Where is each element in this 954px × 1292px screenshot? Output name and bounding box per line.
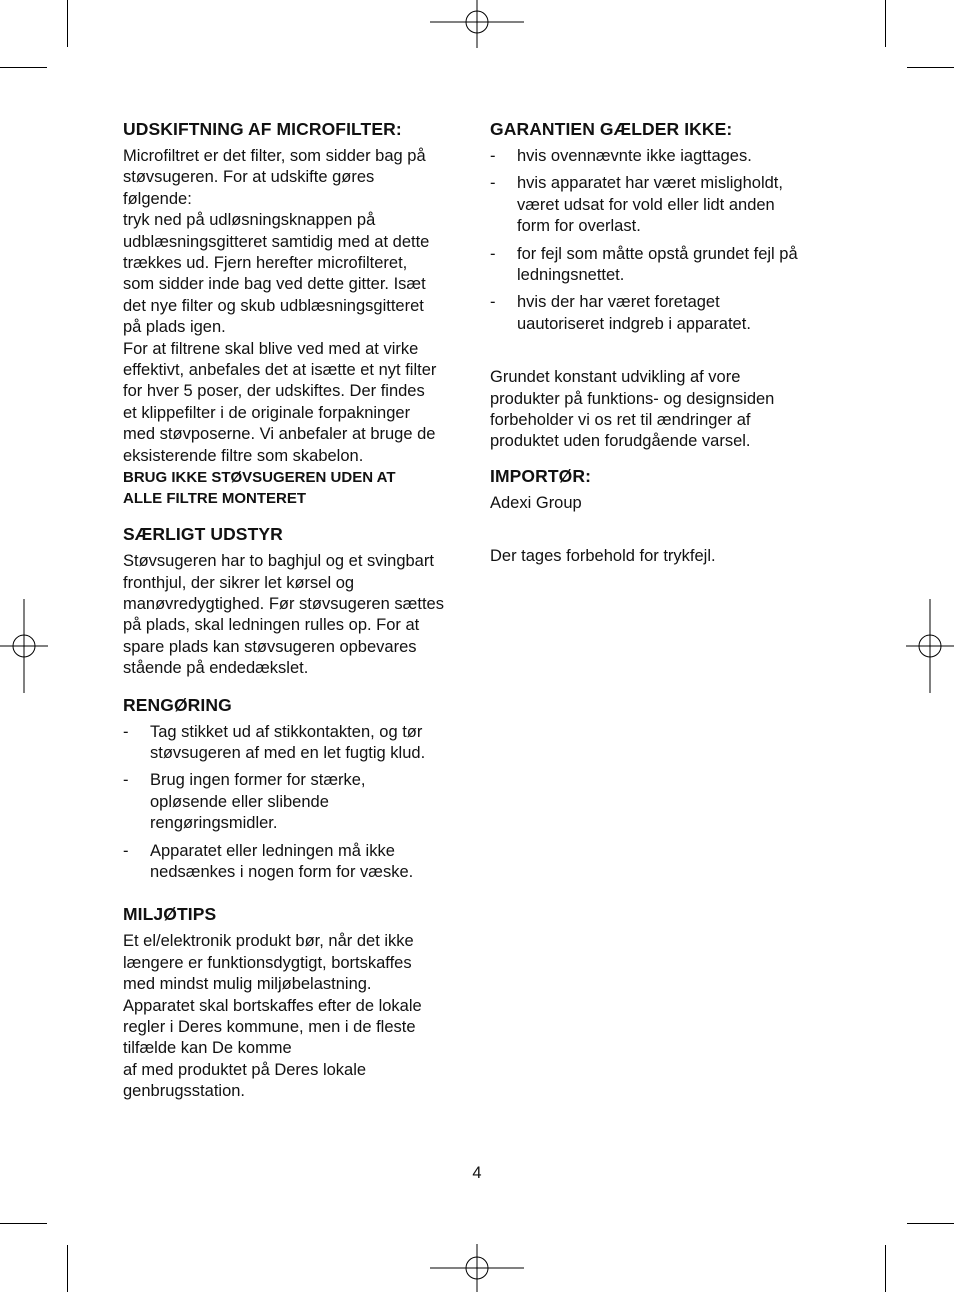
print-disclaimer: Der tages forbehold for trykfejl. bbox=[490, 547, 716, 566]
product-changes-text bbox=[490, 367, 835, 453]
dash-bullet: - bbox=[490, 174, 496, 193]
environment-section bbox=[123, 903, 468, 1102]
text-line: udblæsningsgitteret samtidig med at dette bbox=[123, 232, 430, 251]
text-line: trækkes ud. Fjern herefter microfilteret, bbox=[123, 254, 408, 273]
text-line: på plads igen. bbox=[123, 318, 226, 337]
text-line: hvis apparatet har været misligholdt, bbox=[517, 174, 783, 193]
list-item bbox=[123, 722, 468, 765]
text-line: produkter på funktions- og designsiden bbox=[490, 389, 775, 408]
text-line: ledningsnettet. bbox=[517, 266, 625, 285]
text-line: fronthjul, der sikrer let kørsel og bbox=[123, 573, 355, 592]
text-line: følgende: bbox=[123, 189, 192, 208]
text-line: på plads, skal ledningen rulles op. For at bbox=[123, 616, 420, 635]
crop-mark-bottom-right-h bbox=[907, 1223, 954, 1224]
text-line: Støvsugeren har to baghjul og et svingbart bbox=[123, 552, 434, 571]
crop-mark-top-right-h bbox=[907, 67, 954, 68]
cleaning-section bbox=[123, 694, 468, 884]
list-item bbox=[123, 841, 468, 884]
registration-mark-top-icon bbox=[430, 0, 524, 48]
warranty-list bbox=[490, 146, 835, 335]
microfilter-section bbox=[123, 118, 468, 509]
text-line: opløsende eller slibende bbox=[150, 792, 329, 811]
warranty-section bbox=[490, 118, 835, 335]
dash-bullet: - bbox=[490, 147, 496, 165]
dash-bullet: - bbox=[490, 244, 496, 263]
text-line: stående på endedækslet. bbox=[123, 659, 309, 678]
warning-line: ALLE FILTRE MONTERET bbox=[123, 490, 307, 508]
list-item bbox=[123, 770, 468, 834]
cleaning-heading: RENGØRING bbox=[123, 694, 232, 715]
text-line: Apparatet eller ledningen må ikke bbox=[150, 841, 395, 860]
text-line: uautoriseret indgreb i apparatet. bbox=[517, 314, 751, 333]
text-line: for hver 5 poser, der udskiftes. Der findes bbox=[123, 382, 425, 401]
text-line: som sidder inde bag ved dette gitter. Isæt bbox=[123, 275, 426, 294]
special-equipment-heading: SÆRLIGT UDSTYR bbox=[123, 524, 283, 545]
text-line: af med produktet på Deres lokale bbox=[123, 1060, 367, 1079]
crop-mark-bottom-left-v bbox=[67, 1245, 68, 1292]
right-column bbox=[490, 118, 835, 568]
importer-section bbox=[490, 465, 835, 514]
environment-text bbox=[123, 931, 468, 1102]
crop-mark-top-right-v bbox=[885, 0, 886, 47]
cleaning-list bbox=[123, 722, 468, 884]
text-line: regler i Deres kommune, men i de fleste bbox=[123, 1018, 416, 1036]
microfilter-text bbox=[123, 146, 468, 467]
text-line: Microfiltret er det filter, som sidder bag på bbox=[123, 147, 426, 165]
crop-mark-bottom-right-v bbox=[885, 1245, 886, 1292]
warranty-heading: GARANTIEN GÆLDER IKKE: bbox=[490, 119, 733, 139]
dash-bullet: - bbox=[123, 722, 129, 741]
page-number: 4 bbox=[472, 1164, 482, 1182]
special-equipment-section bbox=[123, 523, 468, 679]
environment-heading: MILJØTIPS bbox=[123, 904, 217, 925]
dash-bullet: - bbox=[123, 771, 129, 790]
text-line: med mindst mulig miljøbelastning. bbox=[123, 975, 372, 994]
text-line: et klippefilter i de originale forpakninger bbox=[123, 403, 411, 422]
text-line: støvsugeren af med en let fugtig klud. bbox=[150, 743, 426, 762]
text-line: For at filtrene skal blive ved med at virke bbox=[123, 339, 419, 358]
registration-mark-bottom-icon bbox=[430, 1244, 524, 1292]
text-line: støvsugeren. For at udskifte gøres bbox=[123, 168, 375, 187]
text-line: form for overlast. bbox=[517, 217, 641, 236]
text-line: hvis ovennævnte ikke iagttages. bbox=[517, 147, 752, 165]
text-line: tryk ned på udløsningsknappen på bbox=[123, 211, 376, 230]
text-line: spare plads kan støvsugeren opbevares bbox=[123, 637, 417, 656]
dash-bullet: - bbox=[490, 293, 496, 312]
text-line: Grundet konstant udvikling af vore bbox=[490, 368, 741, 387]
text-line: Brug ingen former for stærke, bbox=[150, 771, 366, 790]
text-line: hvis der har været foretaget bbox=[517, 293, 720, 312]
registration-mark-left-icon bbox=[0, 599, 48, 693]
text-line: produktet uden forudgående varsel. bbox=[490, 432, 751, 451]
list-item bbox=[490, 146, 835, 167]
warning-line: BRUG IKKE STØVSUGEREN UDEN AT bbox=[123, 469, 396, 487]
text-line: Tag stikket ud af stikkontakten, og tør bbox=[150, 722, 423, 741]
text-line: Apparatet skal bortskaffes efter de lokale bbox=[123, 996, 422, 1015]
special-equipment-text bbox=[123, 551, 468, 679]
text-line: været udsat for vold eller lidt anden bbox=[517, 195, 775, 214]
text-line: med støvposerne. Vi anbefaler at bruge de bbox=[123, 425, 436, 444]
microfilter-heading: UDSKIFTNING AF MICROFILTER: bbox=[123, 119, 402, 139]
text-line: genbrugsstation. bbox=[123, 1082, 246, 1101]
left-column bbox=[123, 118, 468, 1103]
text-line: rengøringsmidler. bbox=[150, 814, 278, 833]
text-line: Et el/elektronik produkt bør, når det ikke bbox=[123, 932, 414, 951]
text-line: det nye filter og skub udblæsningsgitteret bbox=[123, 296, 424, 315]
text-line: for fejl som måtte opstå grundet fejl på bbox=[517, 244, 798, 263]
importer-heading: IMPORTØR: bbox=[490, 465, 592, 486]
text-line: effektivt, anbefales det at isætte et nyt filter bbox=[123, 361, 437, 380]
crop-mark-top-left-v bbox=[67, 0, 68, 47]
text-line: nedsænkes i nogen form for væske. bbox=[150, 862, 414, 881]
list-item bbox=[490, 292, 835, 335]
crop-mark-top-left-h bbox=[0, 67, 47, 68]
text-line: længere er funktionsdygtigt, bortskaffes bbox=[123, 953, 412, 972]
text-line: manøvredygtighed. Før støvsugeren sættes bbox=[123, 594, 444, 613]
registration-mark-right-icon bbox=[906, 599, 954, 693]
list-item bbox=[490, 173, 835, 237]
text-line: tilfælde kan De komme bbox=[123, 1039, 292, 1058]
importer-name: Adexi Group bbox=[490, 493, 582, 512]
text-line: eksisterende filtre som skabelon. bbox=[123, 446, 364, 465]
crop-mark-bottom-left-h bbox=[0, 1223, 47, 1224]
filter-warning bbox=[123, 467, 468, 509]
dash-bullet: - bbox=[123, 841, 129, 860]
text-line: forbeholder vi os ret til ændringer af bbox=[490, 411, 751, 430]
list-item bbox=[490, 244, 835, 287]
